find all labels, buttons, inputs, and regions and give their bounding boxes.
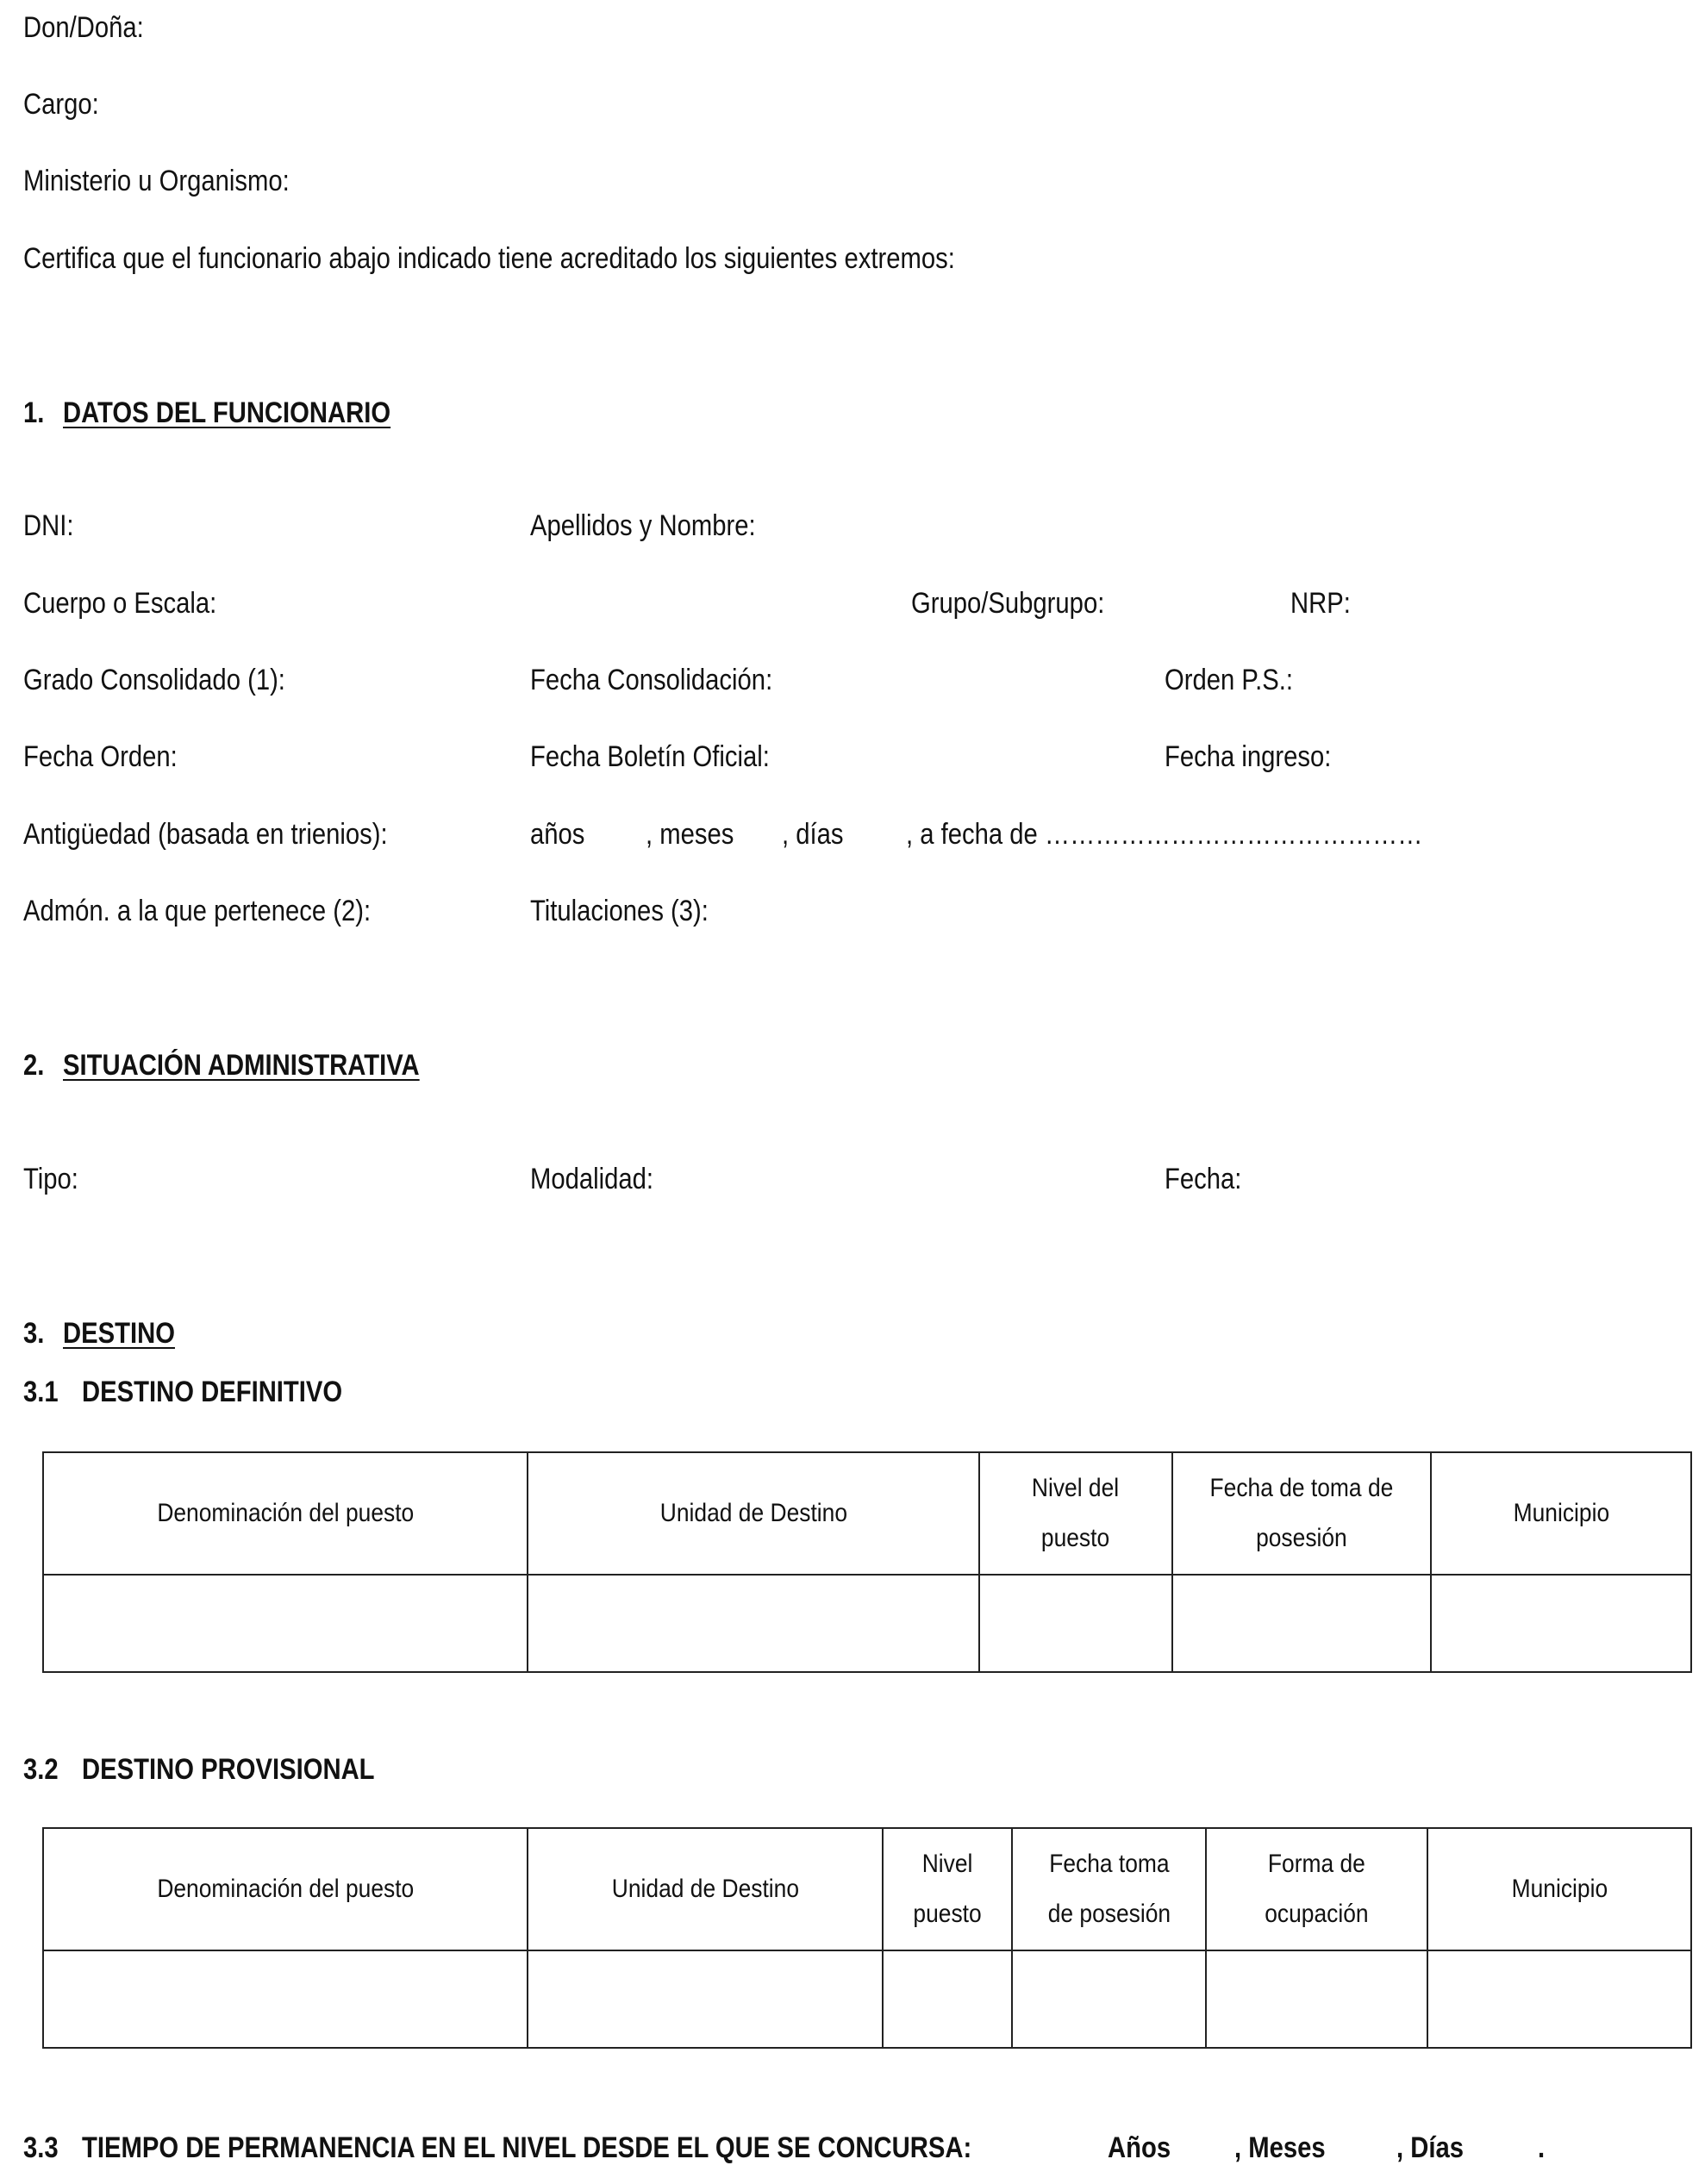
fecha-ingreso-label: Fecha ingreso: — [1165, 740, 1332, 773]
admon-label: Admón. a la que pertenece (2): — [23, 895, 372, 927]
destino-definitivo-table — [42, 1451, 1692, 1673]
fecha-consolidacion-label: Fecha Consolidación: — [530, 664, 773, 696]
apellidos-label: Apellidos y Nombre: — [530, 509, 756, 542]
section3-number: 3. — [23, 1317, 45, 1350]
section3-title: DESTINO — [63, 1317, 175, 1350]
permanencia-dias-label: , Días — [1396, 2131, 1465, 2164]
a-fecha-de-label: , a fecha de ……………………………………… — [906, 818, 1423, 851]
ministerio-label: Ministerio u Organismo: — [23, 165, 290, 197]
cell-denominacion[interactable] — [43, 1575, 528, 1672]
dias-label: , días — [782, 818, 844, 851]
don-dona-label: Don/Doña: — [23, 11, 144, 44]
header-unidad-destino: Unidad de Destino — [528, 1452, 979, 1575]
permanencia-meses-label: , Meses — [1234, 2131, 1326, 2164]
table-row — [43, 1950, 1691, 2048]
section2-number: 2. — [23, 1049, 45, 1082]
cargo-label: Cargo: — [23, 88, 99, 121]
cell-forma-ocupacion[interactable] — [1206, 1950, 1427, 2048]
cell-fecha-toma-posesion[interactable] — [1012, 1950, 1206, 2048]
fecha-orden-label: Fecha Orden: — [23, 740, 178, 773]
fecha-situacion-label: Fecha: — [1165, 1163, 1242, 1195]
destino-provisional-table — [42, 1827, 1692, 2049]
cell-unidad-destino[interactable] — [528, 1950, 883, 2048]
permanencia-anos-label: Años — [1108, 2131, 1171, 2164]
titulaciones-label: Titulaciones (3): — [530, 895, 709, 927]
table-row — [43, 1575, 1691, 1672]
header-fecha-toma-posesion: Fecha de toma de posesión — [1172, 1452, 1431, 1575]
grupo-label: Grupo/Subgrupo: — [911, 587, 1105, 620]
permanencia-end-period: . — [1538, 2131, 1546, 2164]
orden-ps-label: Orden P.S.: — [1165, 664, 1294, 696]
cuerpo-label: Cuerpo o Escala: — [23, 587, 217, 620]
section32-title: DESTINO PROVISIONAL — [82, 1753, 375, 1786]
section2-title: SITUACIÓN ADMINISTRATIVA — [63, 1049, 420, 1082]
header-forma-ocupacion: Forma de ocupación — [1206, 1828, 1427, 1950]
cell-unidad-destino[interactable] — [528, 1575, 979, 1672]
header-municipio: Municipio — [1427, 1828, 1691, 1950]
cell-nivel-puesto[interactable] — [883, 1950, 1012, 2048]
certifica-statement: Certifica que el funcionario abajo indicado tiene acreditado los siguientes extremos: — [23, 242, 955, 275]
anos-label: años — [530, 818, 585, 851]
header-nivel-puesto: Nivel puesto — [883, 1828, 1012, 1950]
header-nivel-puesto: Nivel del puesto — [979, 1452, 1172, 1575]
antiguedad-label: Antigüedad (basada en trienios): — [23, 818, 388, 851]
header-denominacion: Denominación del puesto — [43, 1452, 528, 1575]
section32-number: 3.2 — [23, 1753, 59, 1786]
cell-denominacion[interactable] — [43, 1950, 528, 2048]
header-fecha-toma-posesion: Fecha toma de posesión — [1012, 1828, 1206, 1950]
cell-nivel-puesto[interactable] — [979, 1575, 1172, 1672]
dni-label: DNI: — [23, 509, 74, 542]
nrp-label: NRP: — [1290, 587, 1351, 620]
section1-number: 1. — [23, 396, 45, 429]
section31-number: 3.1 — [23, 1376, 59, 1408]
header-municipio: Municipio — [1431, 1452, 1691, 1575]
cell-municipio[interactable] — [1431, 1575, 1691, 1672]
tipo-label: Tipo: — [23, 1163, 78, 1195]
meses-label: , meses — [646, 818, 734, 851]
section1-title: DATOS DEL FUNCIONARIO — [63, 396, 391, 429]
header-unidad-destino: Unidad de Destino — [528, 1828, 883, 1950]
header-denominacion: Denominación del puesto — [43, 1828, 528, 1950]
cell-fecha-toma-posesion[interactable] — [1172, 1575, 1431, 1672]
fecha-boletin-label: Fecha Boletín Oficial: — [530, 740, 770, 773]
cell-municipio[interactable] — [1427, 1950, 1691, 2048]
section33-number: 3.3 — [23, 2131, 59, 2164]
section33-title: TIEMPO DE PERMANENCIA EN EL NIVEL DESDE EL QUE SE CONCURSA: — [82, 2131, 972, 2164]
modalidad-label: Modalidad: — [530, 1163, 654, 1195]
grado-label: Grado Consolidado (1): — [23, 664, 285, 696]
section31-title: DESTINO DEFINITIVO — [82, 1376, 343, 1408]
